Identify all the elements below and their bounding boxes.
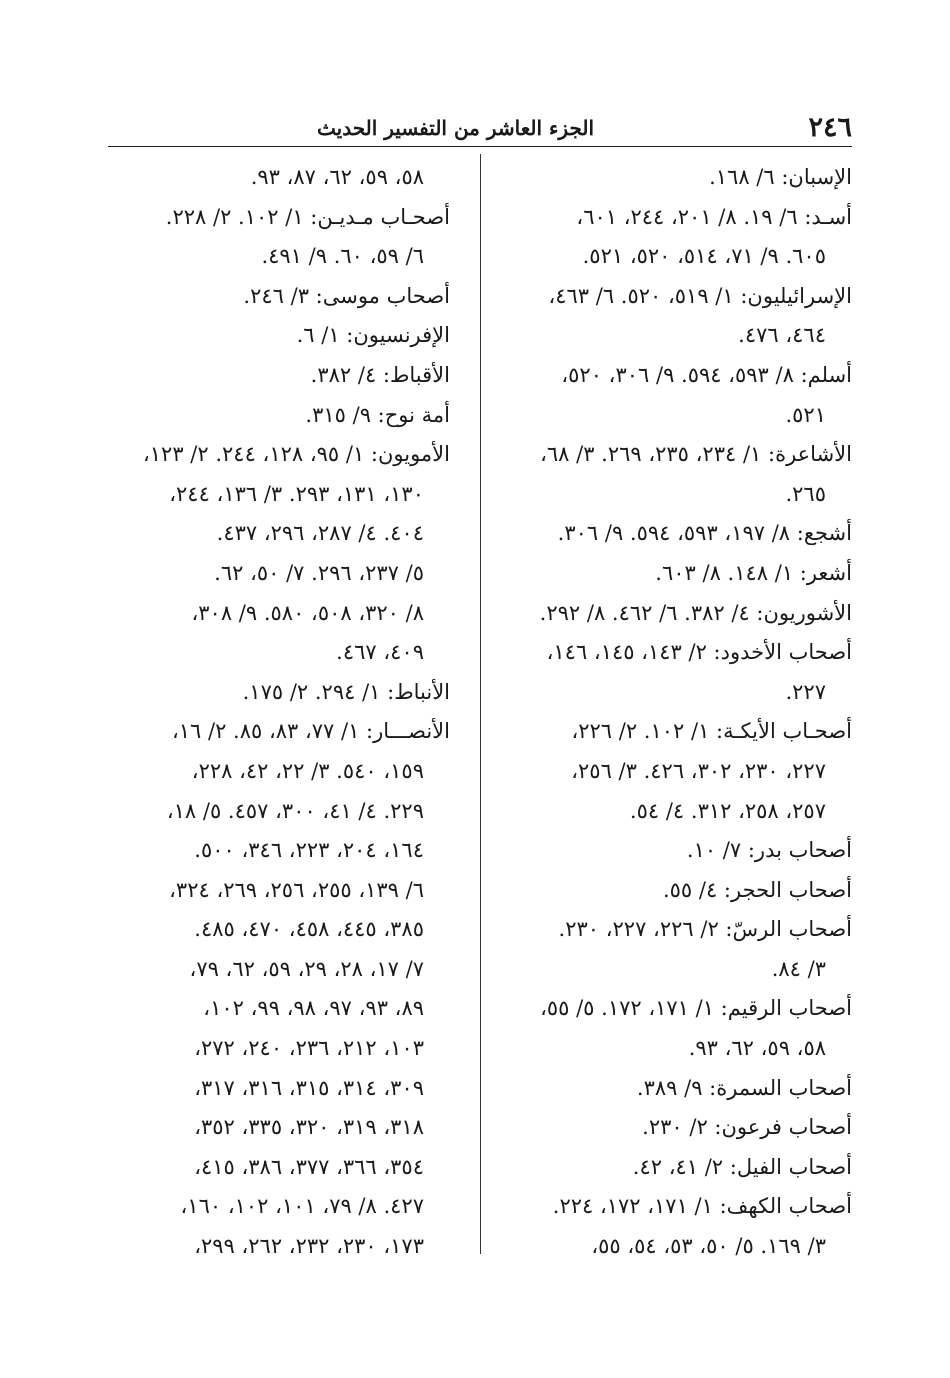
index-entry-continuation: ٣٠٩، ٣١٤، ٣١٥، ٣١٦، ٣١٧، [194, 1075, 424, 1100]
index-entry: أصحـاب مـديـن: ١/ ١٠٢. ٢/ ٢٢٨. [165, 204, 450, 229]
index-entry-continuation: ٦/ ١٣٩، ٢٥٥، ٢٥٦، ٢٦٩، ٣٢٤، [169, 877, 424, 902]
index-entry-continuation: ٣٥٤، ٣٦٦، ٣٧٧، ٣٨٦، ٤١٥، [194, 1154, 424, 1179]
index-entry: أشجع: ٨/ ١٩٧، ٥٩٣، ٥٩٤. ٩/ ٣٠٦. [557, 521, 852, 546]
index-entry-continuation: ٨/ ٣٢٠، ٥٠٨، ٥٨٠. ٩/ ٣٠٨، [191, 600, 424, 625]
running-title: الجزء العاشر من التفسير الحديث [317, 116, 594, 140]
index-entry-continuation: ٦٠٥. ٩/ ٧١، ٥١٤، ٥٢٠، ٥٢١. [582, 244, 826, 269]
index-entry-continuation: ١٣٠، ١٣١، ٢٩٣. ٣/ ١٣٦، ٢٤٤، [169, 481, 424, 506]
index-entry-continuation: ٥/ ٢٣٧، ٢٩٦. ٧/ ٥٠، ٦٢. [214, 560, 424, 585]
index-entry-continuation: ٤٠٤. ٤/ ٢٨٧، ٢٩٦، ٤٣٧. [216, 521, 424, 546]
index-entry: الإفرنسيون: ١/ ٦. [296, 323, 450, 348]
index-entry-continuation: ٢٢٩. ٤/ ٤١، ٣٠٠، ٤٥٧. ٥/ ١٨، [166, 798, 424, 823]
index-entry-continuation: ٤٦٤، ٤٧٦. [738, 323, 826, 348]
index-entry: الأنباط: ١/ ٢٩٤. ٢/ ١٧٥. [242, 679, 450, 704]
index-entry-continuation: ٥٢١. [785, 402, 826, 427]
index-column-left [108, 158, 450, 1267]
index-entry-continuation: ٣١٨، ٣١٩، ٣٢٠، ٣٣٥، ٣٥٢، [194, 1115, 424, 1140]
index-entry: الإسبان: ٦/ ١٦٨. [709, 165, 852, 189]
index-entry-continuation: ٤٢٧. ٨/ ٧٩، ١٠١، ١٠٢، ١٦٠، [180, 1194, 424, 1219]
page-number: ٢٤٦ [808, 112, 852, 143]
index-entry: أصحاب الحجر: ٤/ ٥٥. [662, 877, 852, 902]
index-entry-continuation: ٢٢٧، ٢٣٠، ٣٠٢، ٤٢٦. ٣/ ٢٥٦، [571, 758, 826, 783]
index-entry-continuation: ٣٨٥، ٤٤٥، ٤٥٨، ٤٧٠، ٤٨٥. [194, 917, 424, 942]
index-entry: أصحاب السمرة: ٩/ ٣٨٩. [636, 1075, 852, 1100]
index-entry: أصحاب الأخدود: ٢/ ١٤٣، ١٤٥، ١٤٦، [546, 640, 852, 665]
index-entry: أصحاب موسى: ٣/ ٢٤٦. [243, 283, 450, 308]
index-entry-continuation: ٦/ ٥٩، ٦٠. ٩/ ٤٩١. [261, 244, 424, 269]
index-entry-continuation: ٥٨، ٥٩، ٦٢، ٩٣. [688, 1036, 826, 1061]
column-divider [480, 154, 481, 1254]
index-entry: أصحـاب الأيكـة: ١/ ١٠٢. ٢/ ٢٢٦، [571, 719, 852, 744]
index-entry: أشعر: ١/ ١٤٨. ٨/ ٦٠٣. [655, 560, 852, 585]
index-entry: أصحاب الرسّ: ٢/ ٢٢٦، ٢٢٧، ٢٣٠. [558, 917, 852, 942]
index-entry: أسـد: ٦/ ١٩. ٨/ ٢٠١، ٢٤٤، ٦٠١، [576, 204, 852, 229]
index-entry: أصحاب الفيل: ٢/ ٤١، ٤٢. [632, 1154, 852, 1179]
index-entry: أصحاب الكهف: ١/ ١٧١، ١٧٢، ٢٢٤. [552, 1194, 852, 1219]
index-entry: الأمويون: ١/ ٩٥، ١٢٨، ٢٤٤. ٢/ ١٢٣، [142, 442, 450, 467]
index-entry: الأشوريون: ٤/ ٣٨٢. ٦/ ٤٦٢. ٨/ ٢٩٢. [539, 600, 852, 625]
page-header [108, 108, 852, 146]
index-entry-continuation: ٣/ ٨٤. [771, 956, 826, 981]
index-column-right [490, 158, 852, 1267]
index-entry: الإسرائيليون: ١/ ٥١٩، ٥٢٠. ٦/ ٤٦٣، [548, 283, 852, 308]
index-entry-continuation: ٨٩، ٩٣، ٩٧، ٩٨، ٩٩، ١٠٢، [203, 996, 424, 1021]
index-entry: أمة نوح: ٩/ ٣١٥. [305, 402, 450, 427]
index-entry-continuation: ٢٦٥. [785, 481, 826, 506]
index-entry: الأنصـــار: ١/ ٧٧، ٨٣، ٨٥. ٢/ ١٦، [171, 719, 450, 744]
index-entry-continuation: ٥٨، ٥٩، ٦٢، ٨٧، ٩٣. [250, 165, 424, 189]
index-entry: الأشاعرة: ١/ ٢٣٤، ٢٣٥، ٢٦٩. ٣/ ٦٨، [540, 442, 852, 467]
index-entry: أصحاب بدر: ٧/ ١٠. [686, 838, 852, 863]
index-entry-continuation: ٧/ ١٧، ٢٨، ٢٩، ٥٩، ٦٢، ٧٩، [189, 956, 424, 981]
index-entry-continuation: ٢٥٧، ٢٥٨، ٣١٢. ٤/ ٥٤. [629, 798, 826, 823]
index-entry-continuation: ١٠٣، ٢١٢، ٢٣٦، ٢٤٠، ٢٧٢، [194, 1036, 424, 1061]
index-entry-continuation: ١٥٩، ٥٤٠. ٣/ ٢٢، ٤٢، ٢٢٨، [191, 758, 424, 783]
index-entry: الأقباط: ٤/ ٣٨٢. [310, 362, 450, 387]
index-entry-continuation: ٤٠٩، ٤٦٧. [336, 640, 424, 665]
index-entry: أسلم: ٨/ ٥٩٣، ٥٩٤. ٩/ ٣٠٦، ٥٢٠، [561, 362, 852, 387]
index-entry-continuation: ٢٢٧. [785, 679, 826, 704]
header-rule [108, 146, 852, 147]
index-entry-continuation: ١٧٣، ٢٣٠، ٢٣٢، ٢٦٢، ٢٩٩، [194, 1234, 424, 1259]
index-entry-continuation: ٣/ ١٦٩. ٥/ ٥٠، ٥٣، ٥٤، ٥٥، [591, 1234, 826, 1259]
index-entry: أصحاب فرعون: ٢/ ٢٣٠. [642, 1115, 852, 1140]
index-entry-continuation: ١٦٤، ٢٠٤، ٢٢٣، ٣٤٦، ٥٠٠. [194, 838, 424, 863]
index-entry: أصحاب الرقيم: ١/ ١٧١، ١٧٢. ٥/ ٥٥، [540, 996, 852, 1021]
